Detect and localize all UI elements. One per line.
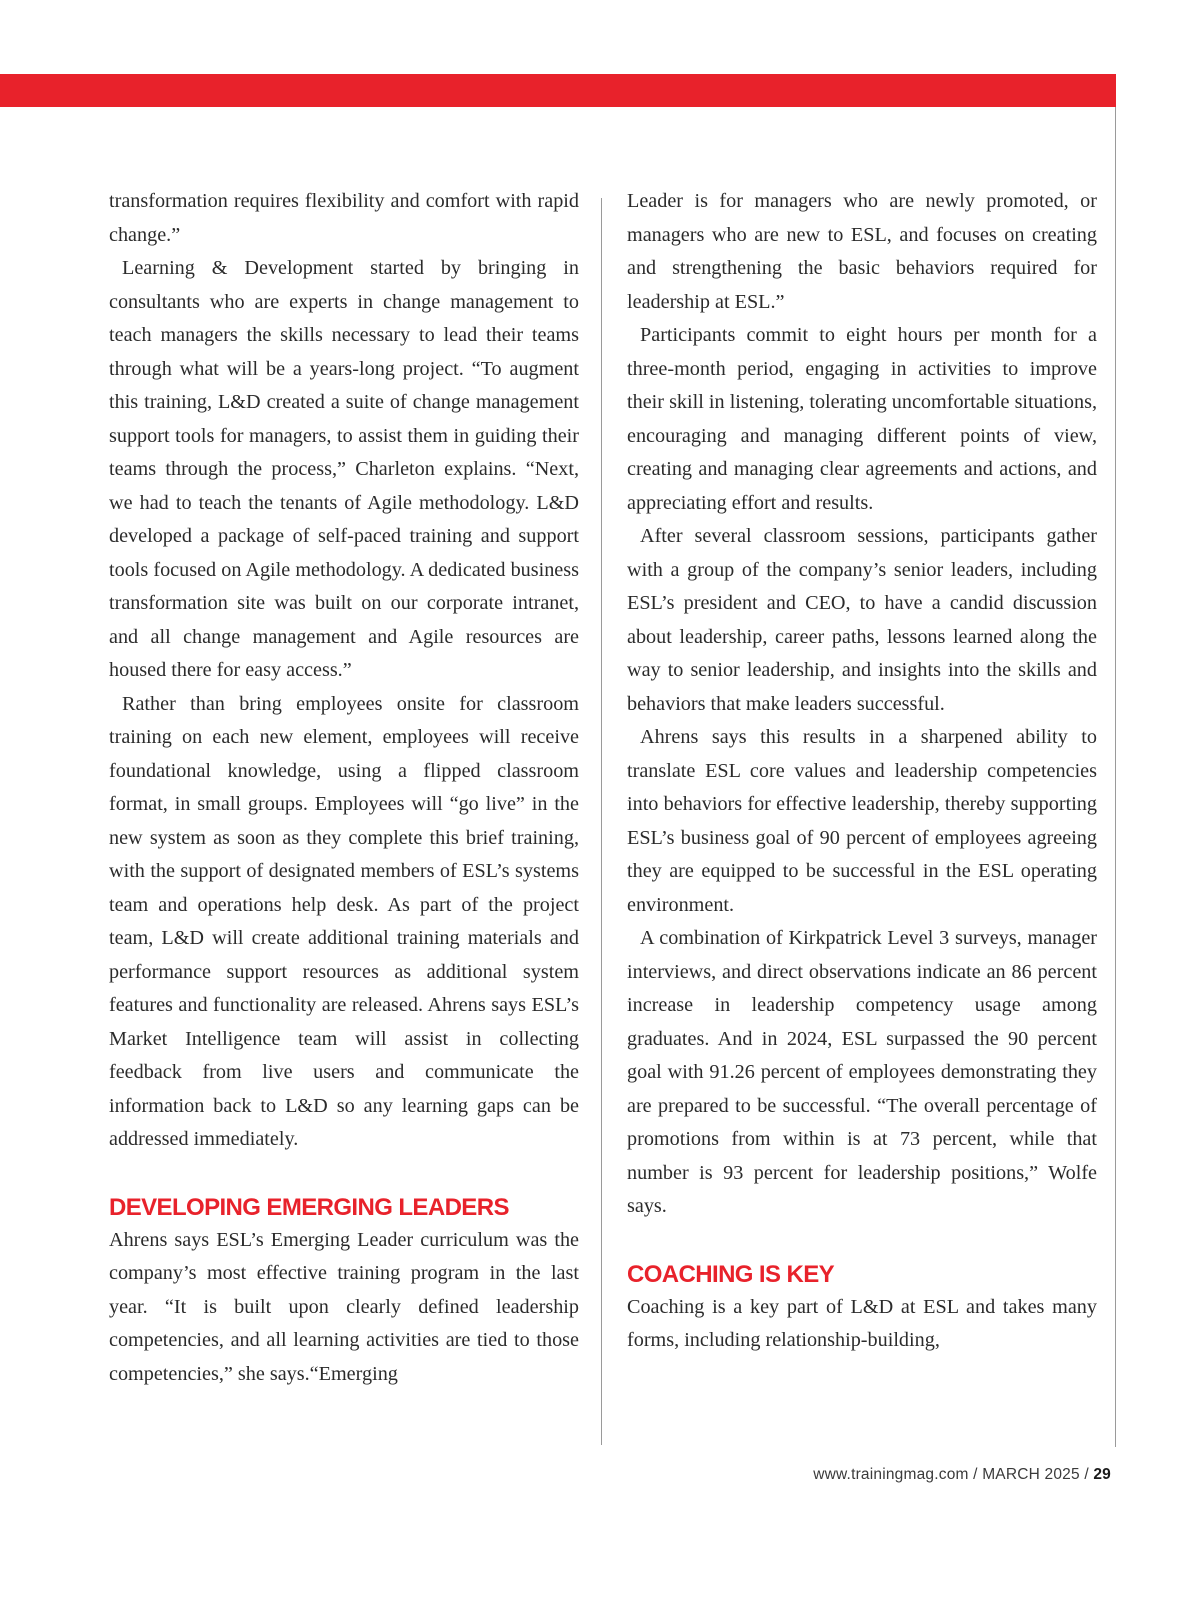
footer-issue: MARCH 2025 — [982, 1466, 1080, 1483]
right-margin-rule — [1115, 107, 1116, 1447]
page-number: 29 — [1093, 1466, 1111, 1483]
footer-separator: / — [968, 1466, 983, 1483]
left-paragraph-1: transformation requires flexibility and comfort with rapid change.” — [109, 190, 579, 246]
page-footer — [813, 1466, 1111, 1484]
header-red-bar — [0, 74, 1116, 107]
column-divider — [601, 198, 602, 1445]
right-paragraph-2: Participants commit to eight hours per month for a three-month period, engaging in activities to improve their skill in listening, tolerating uncomfortable situations, encouraging and managing different points of view, creating and managing clear agreements and actions, and appreciating effort and results. — [627, 324, 1097, 514]
left-column — [109, 185, 579, 1391]
right-column — [627, 185, 1097, 1358]
right-paragraph-6: Coaching is a key part of L&D at ESL and takes many forms, including relationship-building, — [627, 1295, 1097, 1351]
section-heading-coaching: COACHING IS KEY — [627, 1260, 835, 1288]
right-paragraph-5: A combination of Kirkpatrick Level 3 surveys, manager interviews, and direct observations indicate an 86 percent increase in leadership competency usage among graduates. And in 2024, ESL surpassed the 90 percent goal with 91.26 percent of employees demonstrating they are prepared to be successful. “The overall percentage of promotions from within is at 73 percent, while that number is 93 percent for leadership positions,” Wolfe says. — [627, 927, 1097, 1217]
right-paragraph-4: Ahrens says this results in a sharpened ability to translate ESL core values and leadership competencies into behaviors for effective leadership, thereby supporting ESL’s business goal of 90 percent of employees agreeing they are equipped to be successful in the ESL operating environment. — [627, 726, 1097, 916]
left-paragraph-3: Rather than bring employees onsite for classroom training on each new element, employees will receive foundational knowledge, using a flipped classroom format, in small groups. Employees will “go live” in the new system as soon as they complete this brief training, with the support of designated members of ESL’s systems team and operations help desk. As part of the project team, L&D will create additional training materials and performance support resources as additional system features and functionality are released. Ahrens says ESL’s Market Intelligence team will assist in collecting feedback from live users and communicate the information back to L&D so any learning gaps can be addressed immediately. — [109, 692, 579, 1150]
footer-separator: / — [1079, 1466, 1094, 1483]
section-heading-emerging-leaders: DEVELOPING EMERGING LEADERS — [109, 1193, 509, 1221]
footer-site-link[interactable]: www.trainingmag.com — [813, 1466, 969, 1483]
left-paragraph-2: Learning & Development started by bringing in consultants who are experts in change management to teach managers the skills necessary to lead their teams through what will be a years-long project. “To augment this training, L&D created a suite of change management support tools for managers, to assist them in guiding their teams through the process,” Charleton explains. “Next, we had to teach the tenants of Agile methodology. L&D developed a package of self-paced training and support tools focused on Agile methodology. A dedicated business transformation site was built on our corporate intranet, and all change management and Agile resources are housed there for easy access.” — [109, 257, 579, 681]
right-paragraph-3: After several classroom sessions, participants gather with a group of the company’s senior leaders, including ESL’s president and CEO, to have a candid discussion about leadership, career paths, lessons learned along the way to senior leadership, and insights into the skills and behaviors that make leaders successful. — [627, 525, 1097, 715]
left-paragraph-4: Ahrens says ESL’s Emerging Leader curriculum was the company’s most effective training program in the last year. “It is built upon clearly defined leadership competencies, and all learning activities are tied to those competencies,” she says.“Emerging — [109, 1228, 579, 1385]
right-paragraph-1: Leader is for managers who are newly promoted, or managers who are new to ESL, and focuses on creating and strengthening the basic behaviors required for leadership at ESL.” — [627, 190, 1097, 313]
